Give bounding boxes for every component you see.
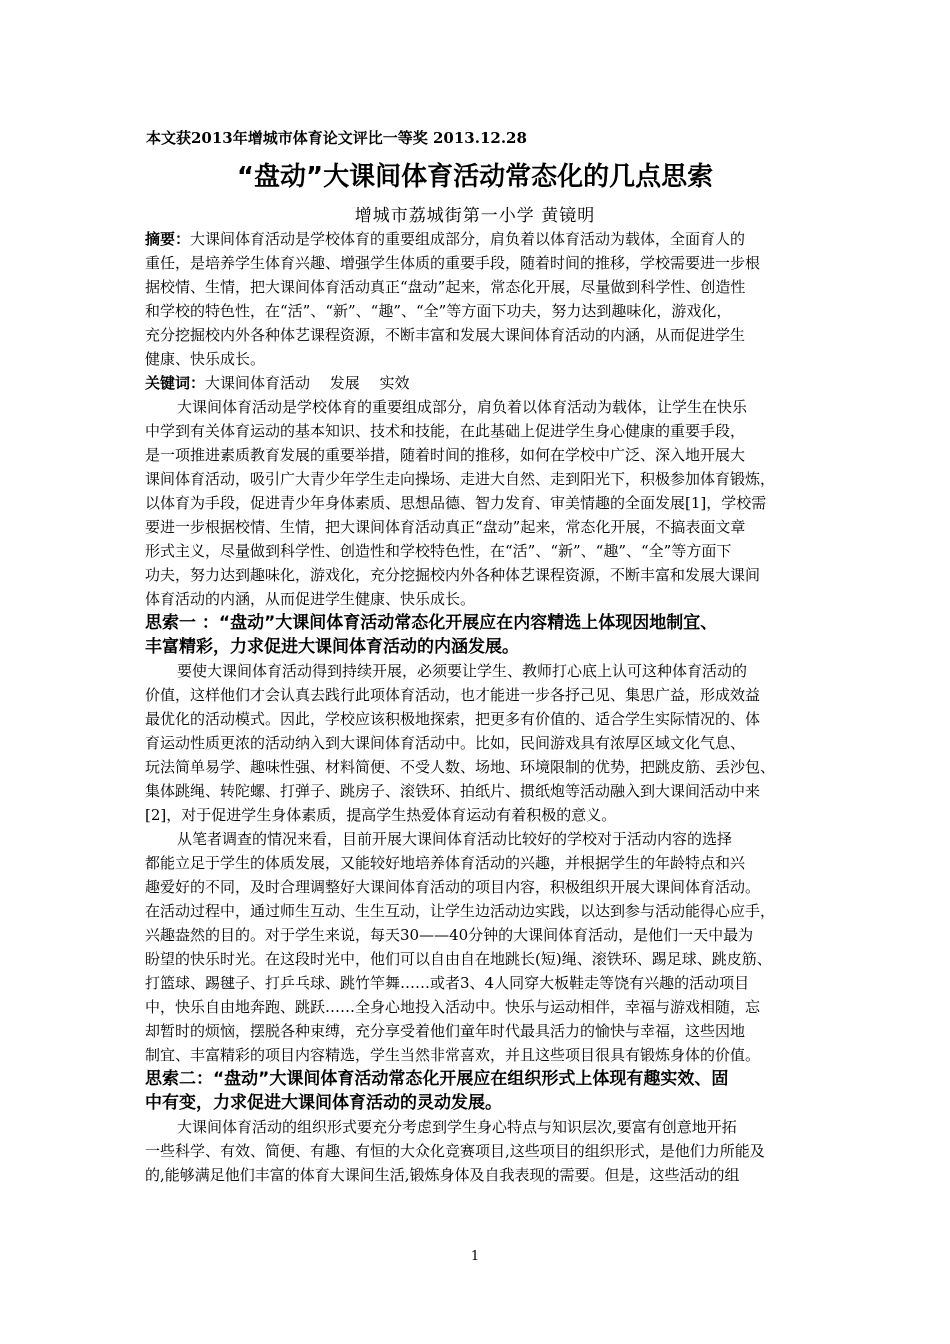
paragraph-line: 要使大课间体育活动得到持续开展，必须要让学生、教师打心底上认可这种体育活动的: [177, 662, 748, 680]
heading-line: 思索一 ：“盘动”大课间体育活动常态化开展应在内容精选上体现因地制宜、: [145, 613, 718, 633]
abstract-line: 充分挖掘校内外各种体艺课程资源，不断丰富和发展大课间体育活动的内涵，从而促进学生: [145, 326, 746, 344]
paragraph-line: 兴趣盎然的目的。对于学生来说，每天30——40分钟的大课间体育活动，是他们一天中最为: [145, 926, 754, 944]
paragraph-line: 中，快乐自由地奔跑、跳跃……全身心地投入活动中。快乐与运动相伴，幸福与游戏相随，忘: [145, 998, 761, 1016]
abstract-line: 据校情、生情，把大课间体育活动真正“盘动”起来，常态化开展，尽量做到科学性、创造性: [145, 278, 746, 296]
paragraph-line: 课间体育活动，吸引广大青少年学生走向操场、走进大自然、走到阳光下，积极参加体育锻炼，: [145, 470, 776, 488]
section-paragraph: [145, 827, 813, 1067]
paragraph-line: 价值，这样他们才会认真去践行此项体育活动，也才能进一步各抒己见、集思广益，形成效益: [145, 686, 761, 704]
paragraph-line: 大课间体育活动的组织形式要充分考虑到学生身心特点与知识层次,要富有创意地开拓: [177, 1118, 737, 1136]
paragraph-line: 以体育为手段，促进青少年身体素质、思想品德、智力发育、审美情趣的全面发展[1]，学校需: [145, 494, 767, 512]
paragraph-line: 趣爱好的不同，及时合理调整好大课间体育活动的项目内容，积极组织开展大课间体育活动。: [145, 878, 761, 896]
author-line: 增城市荔城街第一小学 黄镜明: [354, 206, 596, 226]
paragraph-line: 要进一步根据校情、生情，把大课间体育活动真正“盘动”起来，常态化开展，不搞表面文章: [145, 518, 746, 536]
abstract-line: 健康、快乐成长。: [145, 350, 266, 368]
section-heading: [145, 1067, 813, 1115]
section-heading: [145, 611, 813, 659]
paragraph-line: 却暂时的烦恼，摆脱各种束缚，充分享受着他们童年时代最具活力的愉快与幸福，这些因地: [145, 1022, 746, 1040]
abstract-label: 摘要：: [145, 230, 191, 248]
paragraph-line: 从笔者调查的情况来看，目前开展大课间体育活动比较好的学校对于活动内容的选择: [177, 830, 733, 848]
page-title: “盘动”大课间体育活动常态化的几点思索: [236, 162, 714, 192]
paragraph-line: 玩法简单易学、趣味性强、材料简便、不受人数、场地、环境限制的优势，把跳皮筋、丢沙包、: [145, 758, 776, 776]
keywords-label: 关键词：: [145, 374, 206, 392]
paragraph-line: 是一项推进素质教育发展的重要举措，随着时间的推移，如何在学校中广泛、深入地开展大: [145, 446, 746, 464]
paragraph-line: 都能立足于学生的体质发展，又能较好地培养体育活动的兴趣，并根据学生的年龄特点和兴: [145, 854, 746, 872]
paragraph-line: 大课间体育活动是学校体育的重要组成部分，肩负着以体育活动为载体，让学生在快乐: [177, 398, 748, 416]
page-number: 1: [470, 1249, 480, 1264]
abstract-line: 摘要：大课间体育活动是学校体育的重要组成部分，肩负着以体育活动为载体，全面育人的: [145, 230, 746, 248]
paragraph-line: 体育活动的内涵，从而促进学生健康、快乐成长。: [145, 590, 476, 608]
paragraph-line: 在活动过程中，通过师生互动、生生互动，让学生边活动边实践，以达到参与活动能得心应手，: [145, 902, 776, 920]
heading-line: 丰富精彩，力求促进大课间体育活动的内涵发展。: [145, 637, 519, 657]
paragraph-line: 集体跳绳、转陀螺、打弹子、跳房子、滚铁环、拍纸片、掼纸炮等活动融入到大课间活动中来: [145, 782, 761, 800]
paragraph-line: 形式主义，尽量做到科学性、创造性和学校特色性，在“活”、“新”、“趣”、“全”等方面下: [145, 542, 732, 560]
intro-paragraph: [145, 395, 813, 611]
paragraph-line: 中学到有关体育运动的基本知识、技术和技能，在此基础上促进学生身心健康的重要手段，: [145, 422, 746, 440]
heading-line: 思索二：“盘动”大课间体育活动常态化开展应在组织形式上体现有趣实效、固: [145, 1069, 729, 1089]
heading-line: 中有变，力求促进大课间体育活动的灵动发展。: [145, 1093, 502, 1113]
paragraph-line: 功夫，努力达到趣味化，游戏化，充分挖掘校内外各种体艺课程资源，不断丰富和发展大课间: [145, 566, 761, 584]
abstract-line: 和学校的特色性，在“活”、“新”、“趣”、“全”等方面下功夫，努力达到趣味化，游戏化，: [145, 302, 732, 320]
keywords-text: 大课间体育活动 发展 实效: [205, 374, 410, 392]
abstract-block: [145, 227, 813, 371]
award-note: 本文获2013年增城市体育论文评比一等奖 2013.12.28: [146, 129, 527, 147]
paragraph-line: 育运动性质更浓的活动纳入到大课间体育活动中。比如，民间游戏具有浓厚区域文化气息、: [145, 734, 746, 752]
paragraph-line: 最优化的活动模式。因此，学校应该积极地探索，把更多有价值的、适合学生实际情况的、体: [145, 710, 761, 728]
section-paragraph: [145, 1115, 813, 1187]
paragraph-line: 一些科学、有效、简便、有趣、有恒的大众化竞赛项目,这些项目的组织形式，是他们力所能及: [145, 1142, 765, 1160]
paragraph-line: 制宜、丰富精彩的项目内容精选，学生当然非常喜欢，并且这些项目很具有锻炼身体的价值。: [145, 1046, 761, 1064]
paragraph-line: [2]，对于促进学生身体素质，提高学生热爱体育运动有着积极的意义。: [145, 806, 617, 824]
keywords-line: [145, 371, 813, 395]
article-body: [145, 227, 813, 1187]
section-paragraph: [145, 659, 813, 827]
paragraph-line: 的,能够满足他们丰富的体育大课间生活,锻炼身体及自我表现的需要。但是，这些活动的组: [145, 1166, 740, 1184]
abstract-line: 重任，是培养学生体育兴趣、增强学生体质的重要手段，随着时间的推移，学校需要进一步根: [145, 254, 761, 272]
paragraph-line: 打篮球、踢毽子、打乒乓球、跳竹竿舞……或者3、4人同穿大板鞋走等饶有兴趣的活动项目: [145, 974, 750, 992]
paragraph-line: 盼望的快乐时光。在这段时光中，他们可以自由自在地跳长(短)绳、滚铁环、踢足球、跳皮筋、: [145, 950, 772, 968]
